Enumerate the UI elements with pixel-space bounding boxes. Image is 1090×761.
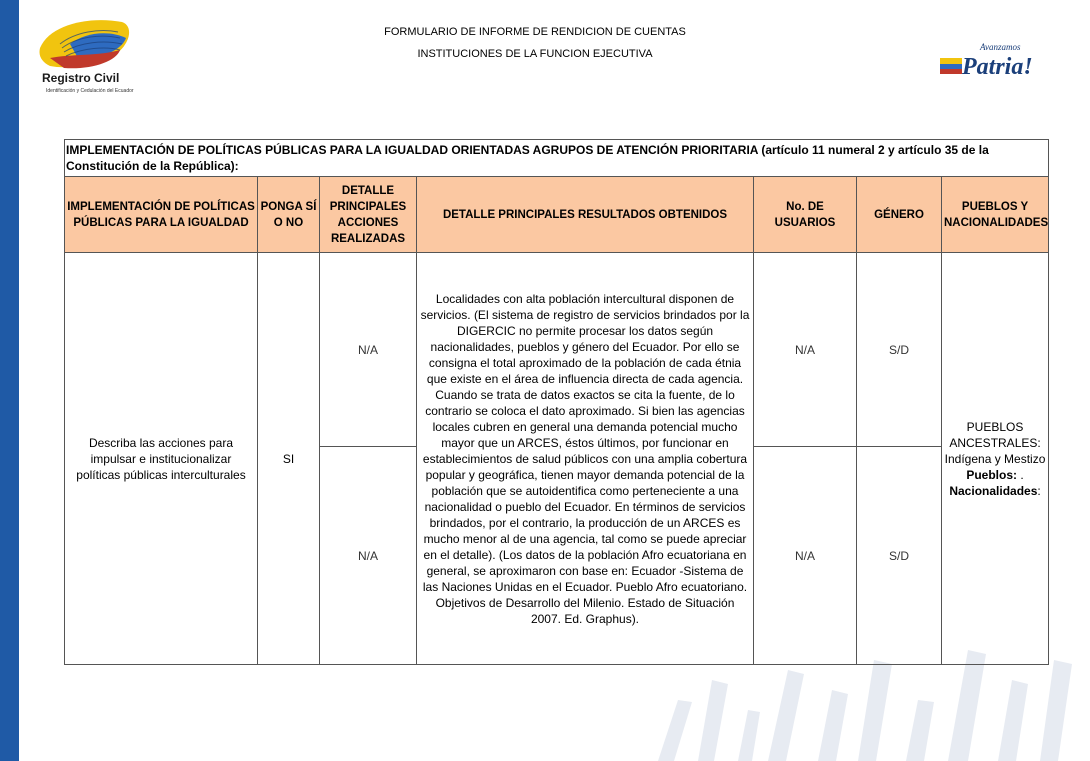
col-header-actions: DETALLE PRINCIPALES ACCIONES REALIZADAS [320,177,417,253]
col-header-gender: GÉNERO [857,177,942,253]
results-cell: Localidades con alta población intercultural disponen de servicios. (El sistema de registro de servicios brindados por la DIGERCIC no permite procesar los datos según nacionalidades, pueblos y género del Ecuador. Por ello se consigna el total aproximado de la población de cada étnia que existe en el área de influencia directa de cada agencia. Cuando se trata de datos exactos se cita la fuente, de lo contrario se coloca el dato aproximado. Si bien las agencias locales cubren en general una demanda potencial mucho mayor que un ARCES, éstos últimos, por funcionar en establecimientos de salud públicos con una amplia cobertura popular y geográfica, tienen mayor demanda potencial de la población que se autoidentifica como perteneciente a una nacionalidad o pueblo del Ecuador. En términos de servicios brindados, por el contrario, la producción de un ARCES es mucho menor al de una agencia, tal como se puede apreciar en el detalle). (Los datos de la población Afro ecuatoriana en general, se aproximaron con base en: Ecuador -Sistema de las Naciones Unidas en el Ecuador. Pueblo Afro ecuatoriano. Objetivos de Desarrollo del Milenio. Estado de Situación 2007. Ed. Graphus). [417,253,754,665]
table-row [65,253,1049,447]
peoples-label: Pueblos: [966,467,1018,482]
left-accent-bar [0,0,19,761]
col-header-policy: IMPLEMENTACIÓN DE POLÍTICAS PÚBLICAS PARA LA IGUALDAD [65,177,258,253]
policies-table [64,139,1049,665]
users-cell-2: N/A [754,447,857,665]
nationalities-after: : [1037,483,1041,498]
nationalities-label: Nacionalidades [949,483,1038,498]
yes-no-cell: SI [258,253,320,665]
col-header-peoples: PUEBLOS Y NACIONALIDADES [942,177,1049,253]
logo-left-title: Registro Civil [42,71,120,85]
actions-cell-2: N/A [320,447,417,665]
policy-cell: Describa las acciones para impulsar e institucionalizar políticas públicas interculturales [65,253,258,665]
col-header-users: No. DE USUARIOS [754,177,857,253]
table-header-row [65,177,1049,253]
peoples-cell [942,253,1049,665]
table-title: IMPLEMENTACIÓN DE POLÍTICAS PÚBLICAS PARA LA IGUALDAD ORIENTADAS AGRUPOS DE ATENCIÓN PRIORITARIA (artículo 11 numeral 2 y artículo 35 de la Constitución de la República): [65,140,1049,177]
col-header-yes-no: PONGA SÍ O NO [258,177,320,253]
logo-left-subtitle: Identificación y Cedulación del Ecuador [46,88,134,94]
form-subtitle: INSTITUCIONES DE LA FUNCION EJECUTIVA [417,48,653,60]
patria-logo [938,36,1038,86]
peoples-after: . [1020,467,1024,482]
actions-cell-1: N/A [320,253,417,447]
form-title: FORMULARIO DE INFORME DE RENDICION DE CUENTAS [384,26,686,38]
gender-cell-2: S/D [857,447,942,665]
logo-right-top: Avanzamos [980,42,1021,52]
peoples-text: PUEBLOS ANCESTRALES: Indígena y Mestizo [944,419,1046,466]
gender-cell-1: S/D [857,253,942,447]
logo-right-main: Patria! [962,54,1033,80]
col-header-results: DETALLE PRINCIPALES RESULTADOS OBTENIDOS [417,177,754,253]
users-cell-1: N/A [754,253,857,447]
